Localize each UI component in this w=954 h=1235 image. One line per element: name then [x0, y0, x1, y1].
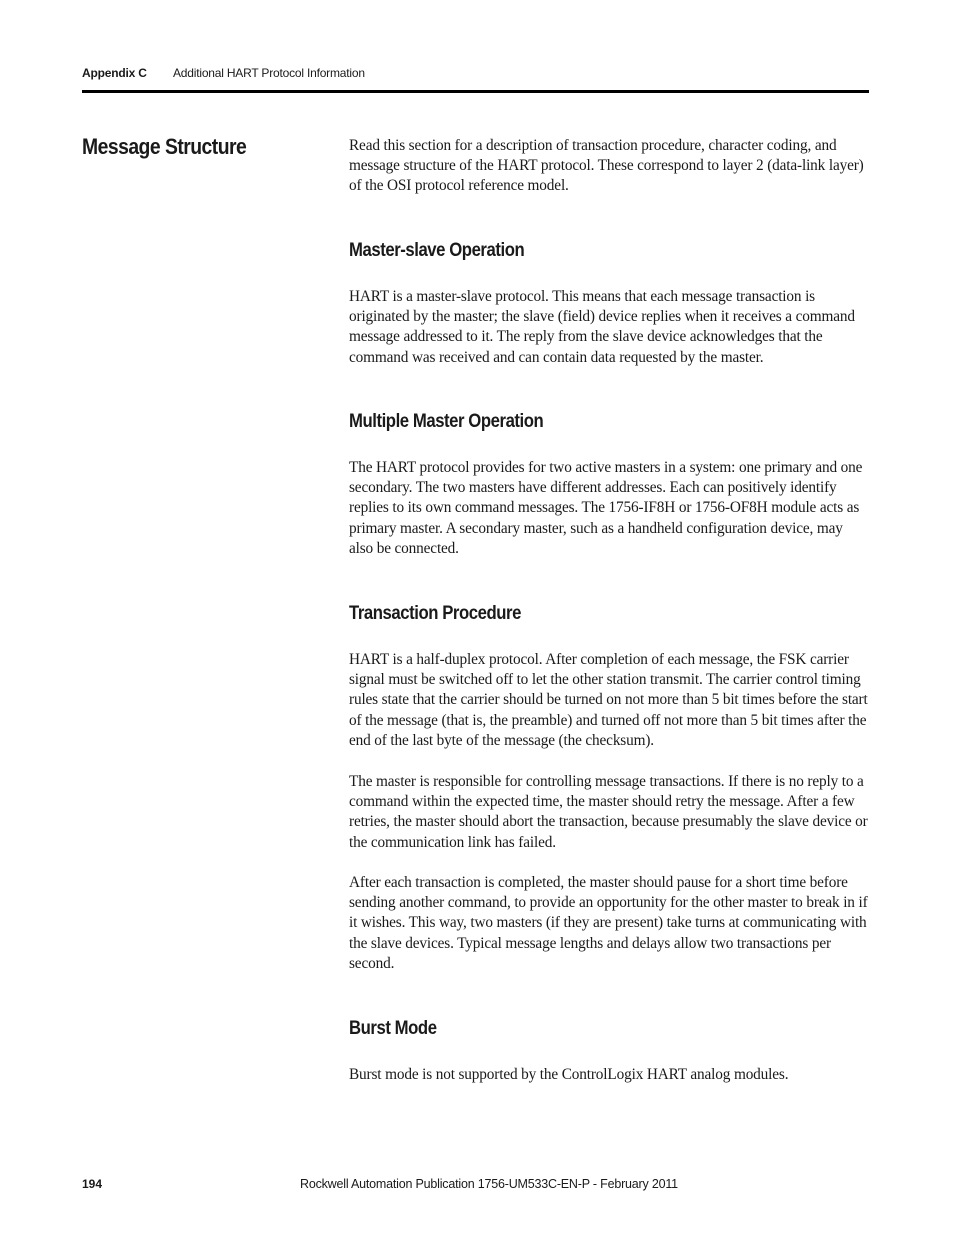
burst-mode-heading: Burst Mode — [349, 1018, 437, 1039]
transaction-heading: Transaction Procedure — [349, 603, 521, 624]
header-title: Additional HART Protocol Information — [173, 66, 365, 80]
transaction-paragraph-1: HART is a half-duplex protocol. After completion of each message, the FSK carrier signal must be switched off to let the other station transmit. The carrier control timing rules state that the carrier should be turned on not more than 5 bit times before the start of the message (that is, the preamble) and turned off not more than 5 bit times after the end of the last byte of the message (the checksum). — [349, 651, 868, 749]
appendix-label: Appendix C — [82, 66, 147, 80]
transaction-paragraph-3: After each transaction is completed, the master should pause for a short time before sending another command, to provide an opportunity for the other master to break in if it wishes. This way, two masters (if they are present) take turns at communicating with the slave devices. Typical message lengths and delays allow two transactions per second. — [349, 874, 868, 972]
transaction-paragraph-2: The master is responsible for controlling message transactions. If there is no reply to a command within the expected time, the master should retry the message. After a few retries, the master should abort the transaction, because presumably the slave device or the communication link has failed. — [349, 773, 868, 851]
intro-paragraph: Read this section for a description of transaction procedure, character coding, and message structure of the HART protocol. These correspond to layer 2 (data-link layer) of the OSI protocol reference model. — [349, 137, 864, 195]
multiple-master-heading: Multiple Master Operation — [349, 411, 544, 432]
multiple-master-paragraph: The HART protocol provides for two active masters in a system: one primary and one secondary. The two masters have different addresses. Each can positively identify replies to its own command messages. The 1756-IF8H or 1756-OF8H module acts as primary master. A secondary master, such as a handheld configuration device, may also be connected. — [349, 459, 863, 557]
publication-info: Rockwell Automation Publication 1756-UM533C-EN-P - February 2011 — [300, 1177, 678, 1191]
master-slave-paragraph: HART is a master-slave protocol. This means that each message transaction is originated by the master; the slave (field) device replies when it receives a command message addressed to it. The reply from the slave device acknowledges that the command was received and can contain data requested by the master. — [349, 288, 855, 366]
section-title: Message Structure — [82, 134, 247, 159]
master-slave-heading: Master-slave Operation — [349, 240, 525, 261]
page-header — [82, 66, 869, 93]
page-number: 194 — [82, 1177, 103, 1191]
burst-mode-paragraph: Burst mode is not supported by the ControlLogix HART analog modules. — [349, 1066, 789, 1083]
